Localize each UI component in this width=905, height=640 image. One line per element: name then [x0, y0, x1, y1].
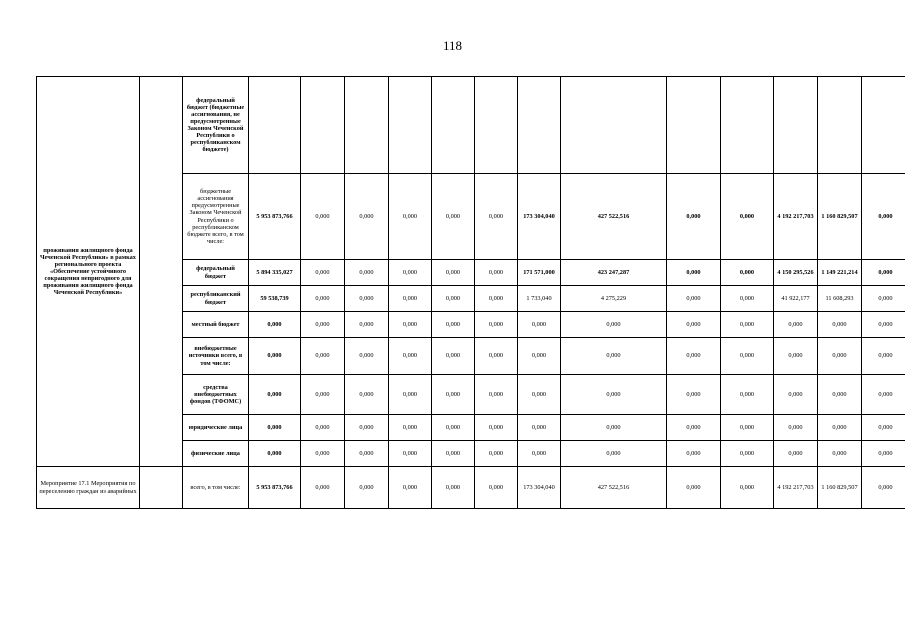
value-cell: 0,000: [561, 338, 667, 375]
value-cell: [721, 77, 774, 174]
value-cell: 0,000: [389, 338, 432, 375]
value-cell: 0,000: [301, 174, 345, 260]
funding-source-cell: юридические лица: [183, 415, 249, 441]
value-cell: 0,000: [432, 260, 475, 286]
funding-source-cell: средства внебюджетных фондов (ТФОМС): [183, 375, 249, 415]
value-cell: 0,000: [862, 415, 905, 441]
value-cell: 0,000: [721, 286, 774, 312]
value-cell: 0,000: [561, 375, 667, 415]
value-cell: 173 304,040: [518, 467, 561, 509]
value-cell: 59 538,739: [249, 286, 301, 312]
value-cell: 0,000: [862, 338, 905, 375]
value-cell: 0,000: [561, 415, 667, 441]
value-cell: 0,000: [561, 441, 667, 467]
value-cell: 0,000: [432, 338, 475, 375]
value-cell: 423 247,287: [561, 260, 667, 286]
funding-source-cell: физические лица: [183, 441, 249, 467]
value-cell: [818, 77, 862, 174]
value-cell: 427 522,516: [561, 467, 667, 509]
value-cell: 4 275,229: [561, 286, 667, 312]
value-cell: 0,000: [818, 375, 862, 415]
value-cell: 0,000: [721, 260, 774, 286]
value-cell: 0,000: [721, 375, 774, 415]
value-cell: 0,000: [667, 338, 721, 375]
value-cell: [249, 77, 301, 174]
value-cell: 0,000: [667, 441, 721, 467]
value-cell: 0,000: [862, 467, 905, 509]
value-cell: 1 160 829,507: [818, 174, 862, 260]
value-cell: [518, 77, 561, 174]
value-cell: 0,000: [667, 415, 721, 441]
value-cell: [389, 77, 432, 174]
value-cell: [432, 77, 475, 174]
value-cell: 0,000: [345, 375, 389, 415]
value-cell: 0,000: [862, 260, 905, 286]
value-cell: 0,000: [301, 312, 345, 338]
value-cell: 0,000: [301, 375, 345, 415]
value-cell: 0,000: [249, 338, 301, 375]
value-cell: 0,000: [774, 415, 818, 441]
value-cell: 0,000: [561, 312, 667, 338]
value-cell: 0,000: [249, 312, 301, 338]
table-row: [37, 77, 905, 174]
value-cell: [475, 77, 518, 174]
value-cell: 5 953 873,766: [249, 174, 301, 260]
value-cell: [345, 77, 389, 174]
value-cell: 11 608,293: [818, 286, 862, 312]
value-cell: 0,000: [432, 441, 475, 467]
measure-name-cell: Мероприятие 17.1 Мероприятия по переселению граждан из аварийных: [37, 467, 140, 509]
value-cell: 427 522,516: [561, 174, 667, 260]
value-cell: 0,000: [721, 441, 774, 467]
value-cell: [862, 77, 905, 174]
value-cell: 0,000: [432, 286, 475, 312]
value-cell: 5 953 873,766: [249, 467, 301, 509]
table-row: [37, 467, 905, 509]
funding-source-cell: республиканский бюджет: [183, 286, 249, 312]
value-cell: 0,000: [774, 375, 818, 415]
value-cell: 0,000: [721, 338, 774, 375]
value-cell: 0,000: [475, 441, 518, 467]
value-cell: 0,000: [345, 260, 389, 286]
value-cell: 0,000: [432, 415, 475, 441]
value-cell: 0,000: [862, 174, 905, 260]
value-cell: 0,000: [345, 174, 389, 260]
funding-source-cell: внебюджетные источники всего, в том числе:: [183, 338, 249, 375]
value-cell: 0,000: [475, 467, 518, 509]
value-cell: 0,000: [345, 441, 389, 467]
value-cell: 0,000: [818, 441, 862, 467]
value-cell: 1 149 221,214: [818, 260, 862, 286]
value-cell: 0,000: [518, 415, 561, 441]
value-cell: 0,000: [475, 174, 518, 260]
value-cell: [301, 77, 345, 174]
value-cell: 0,000: [475, 286, 518, 312]
value-cell: [774, 77, 818, 174]
value-cell: 0,000: [774, 312, 818, 338]
value-cell: 0,000: [475, 415, 518, 441]
value-cell: 0,000: [774, 441, 818, 467]
value-cell: 0,000: [667, 467, 721, 509]
value-cell: 41 922,177: [774, 286, 818, 312]
value-cell: 0,000: [389, 375, 432, 415]
value-cell: 0,000: [389, 174, 432, 260]
value-cell: 0,000: [249, 375, 301, 415]
value-cell: 0,000: [432, 467, 475, 509]
value-cell: [667, 77, 721, 174]
value-cell: 0,000: [345, 415, 389, 441]
value-cell: 5 894 335,027: [249, 260, 301, 286]
value-cell: 0,000: [345, 338, 389, 375]
value-cell: 0,000: [667, 174, 721, 260]
value-cell: 0,000: [518, 375, 561, 415]
value-cell: 0,000: [389, 312, 432, 338]
value-cell: 4 192 217,703: [774, 174, 818, 260]
value-cell: 0,000: [475, 312, 518, 338]
value-cell: 4 192 217,703: [774, 467, 818, 509]
value-cell: 4 150 295,526: [774, 260, 818, 286]
value-cell: 0,000: [818, 312, 862, 338]
value-cell: 0,000: [721, 174, 774, 260]
value-cell: 0,000: [518, 338, 561, 375]
value-cell: 0,000: [301, 338, 345, 375]
program-name-cell: проживания жилищного фонда Чеченской Республики» в рамках регионального проекта «Обеспечение устойчивого сокращения непригодного для проживания жилищного фонда Чеченской Республики»: [37, 77, 140, 467]
value-cell: 0,000: [432, 312, 475, 338]
value-cell: 0,000: [475, 260, 518, 286]
funding-source-cell: местный бюджет: [183, 312, 249, 338]
value-cell: 0,000: [862, 286, 905, 312]
budget-table: [36, 76, 905, 509]
value-cell: 0,000: [667, 312, 721, 338]
value-cell: 0,000: [301, 286, 345, 312]
value-cell: 0,000: [667, 260, 721, 286]
funding-source-cell: федеральный бюджет: [183, 260, 249, 286]
empty-executor-cell: [140, 467, 183, 509]
value-cell: 0,000: [301, 415, 345, 441]
funding-source-cell: всего, в том числе:: [183, 467, 249, 509]
funding-source-cell: федеральный бюджет (бюджетные ассигнования, не предусмотренные Законом Чеченской Республики о республиканском бюджете): [183, 77, 249, 174]
value-cell: 0,000: [818, 338, 862, 375]
value-cell: 0,000: [389, 415, 432, 441]
value-cell: 0,000: [301, 441, 345, 467]
value-cell: 0,000: [432, 375, 475, 415]
page-number: 118: [442, 38, 463, 53]
value-cell: 0,000: [345, 312, 389, 338]
value-cell: 1 160 829,507: [818, 467, 862, 509]
value-cell: 0,000: [721, 312, 774, 338]
value-cell: 0,000: [249, 415, 301, 441]
value-cell: 0,000: [301, 467, 345, 509]
value-cell: 0,000: [389, 441, 432, 467]
value-cell: 0,000: [667, 286, 721, 312]
value-cell: 0,000: [389, 260, 432, 286]
value-cell: 0,000: [301, 260, 345, 286]
value-cell: 0,000: [862, 375, 905, 415]
value-cell: 0,000: [389, 467, 432, 509]
value-cell: 0,000: [345, 286, 389, 312]
value-cell: 0,000: [721, 467, 774, 509]
value-cell: 0,000: [389, 286, 432, 312]
value-cell: 0,000: [518, 312, 561, 338]
value-cell: 0,000: [862, 312, 905, 338]
value-cell: 0,000: [667, 375, 721, 415]
value-cell: 0,000: [475, 338, 518, 375]
value-cell: 0,000: [862, 441, 905, 467]
value-cell: [561, 77, 667, 174]
value-cell: 0,000: [249, 441, 301, 467]
value-cell: 0,000: [721, 415, 774, 441]
value-cell: 0,000: [475, 375, 518, 415]
value-cell: 0,000: [345, 467, 389, 509]
funding-source-cell: бюджетные ассигнования предусмотренные Законом Чеченской Республики о республиканском бюджете всего, в том числе:: [183, 174, 249, 260]
value-cell: 1 733,040: [518, 286, 561, 312]
value-cell: 0,000: [774, 338, 818, 375]
empty-executor-cell: [140, 77, 183, 467]
value-cell: 173 304,040: [518, 174, 561, 260]
value-cell: 0,000: [432, 174, 475, 260]
value-cell: 0,000: [818, 415, 862, 441]
value-cell: 0,000: [518, 441, 561, 467]
value-cell: 171 571,000: [518, 260, 561, 286]
